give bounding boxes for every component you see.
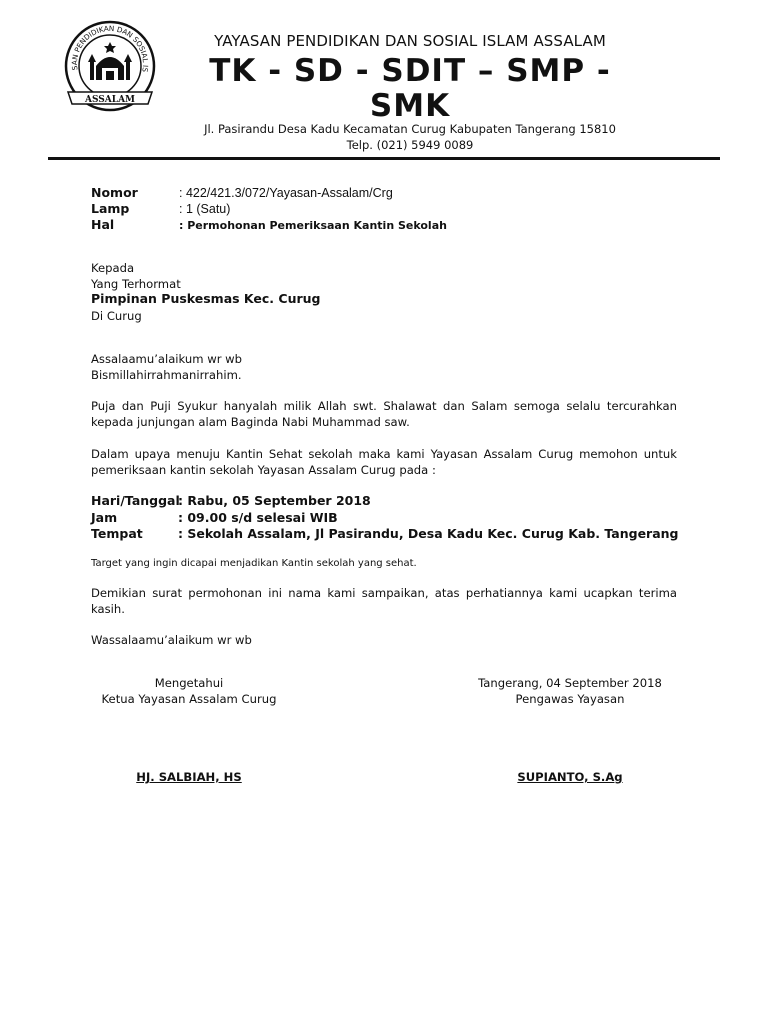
phone: Telp. (021) 5949 0089 xyxy=(346,138,474,152)
logo-arc-text: SAN PENDIDIKAN DAN SOSIAL IS xyxy=(69,23,150,73)
school-levels-line1: TK - SD - SDIT – SMP - xyxy=(209,53,611,89)
hal-value: : Permohonan Pemeriksaan Kantin Sekolah xyxy=(179,219,447,232)
signature-left-name: HJ. SALBIAH, HS xyxy=(136,770,242,784)
event-date-label: Hari/Tanggal xyxy=(91,493,180,508)
opening-paragraph: Puja dan Puji Syukur hanyalah milik Allah swt. Shalawat dan Salam semoga selalu tercurahkan kepada junjungan alam Baginda Nabi Muhammad saw. xyxy=(91,399,677,429)
foundation-logo xyxy=(62,18,158,114)
recipient-name: Pimpinan Puskesmas Kec. Curug xyxy=(91,291,321,306)
signature-right-line1: Tangerang, 04 September 2018 xyxy=(478,676,662,690)
event-place-label: Tempat xyxy=(91,526,143,541)
logo-banner-text: ASSALAM xyxy=(84,95,136,105)
hal-label: Hal xyxy=(91,217,115,232)
event-time-value: : 09.00 s/d selesai WIB xyxy=(178,510,338,525)
lamp-value: : 1 (Satu) xyxy=(179,202,231,216)
signature-right-name: SUPIANTO, S.Ag xyxy=(517,770,623,784)
signature-right-line2: Pengawas Yayasan xyxy=(515,692,625,706)
nomor-label: Nomor xyxy=(91,185,138,200)
nomor-value: : 422/421.3/072/Yayasan-Assalam/Crg xyxy=(179,186,393,200)
event-time-label: Jam xyxy=(91,510,118,525)
event-date-value: : Rabu, 05 September 2018 xyxy=(178,493,371,508)
school-levels xyxy=(160,54,660,124)
event-place-value: : Sekolah Assalam, Jl Pasirandu, Desa Kadu Kec. Curug Kab. Tangerang xyxy=(178,526,679,541)
organization-name: YAYASAN PENDIDIKAN DAN SOSIAL ISLAM ASSALAM xyxy=(214,32,606,50)
request-paragraph: Dalam upaya menuju Kantin Sehat sekolah maka kami Yayasan Assalam Curug memohon untuk pemeriksaan kantin sekolah Yayasan Assalam Curug pada : xyxy=(91,447,677,477)
signature-left-line2: Ketua Yayasan Assalam Curug xyxy=(101,692,277,706)
address: Jl. Pasirandu Desa Kadu Kecamatan Curug Kabupaten Tangerang 15810 xyxy=(204,122,616,136)
header-divider xyxy=(48,157,720,160)
basmalah: Bismillahirrahmanirrahim. xyxy=(91,368,242,382)
school-levels-line2: SMK xyxy=(369,88,451,124)
recipient-place: Di Curug xyxy=(91,309,142,323)
greeting: Assalaamu’alaikum wr wb xyxy=(91,352,242,366)
target-note: Target yang ingin dicapai menjadikan Kantin sekolah yang sehat. xyxy=(91,558,417,569)
recipient-kepada: Kepada xyxy=(91,261,135,275)
lamp-label: Lamp xyxy=(91,201,130,216)
farewell: Wassalaamu’alaikum wr wb xyxy=(91,633,252,647)
closing-paragraph: Demikian surat permohonan ini nama kami sampaikan, atas perhatiannya kami ucapkan terima kasih. xyxy=(91,586,677,616)
recipient-yth: Yang Terhormat xyxy=(91,277,181,291)
signature-left-line1: Mengetahui xyxy=(154,676,224,690)
